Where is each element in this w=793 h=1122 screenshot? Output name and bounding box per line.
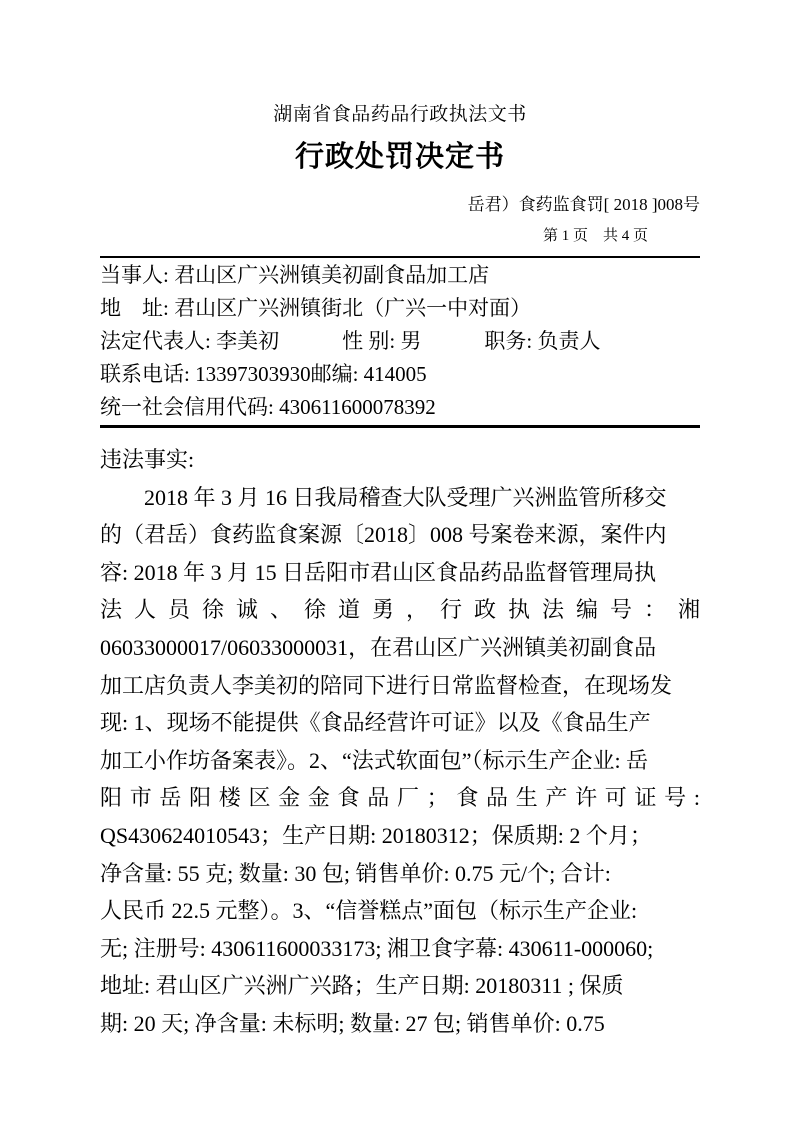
body-line: 容: 2018 年 3 月 15 日岳阳市君山区食品药品监督管理局执 <box>100 559 657 585</box>
body-line: 阳市岳阳楼区金金食品厂；食品生产许可证号: <box>100 785 700 811</box>
party-section-bottom-rule <box>100 425 700 428</box>
party-address-line: 地 址: 君山区广兴洲镇街北（广兴一中对面） <box>100 296 532 320</box>
body-line: 法人员徐诚、徐道勇，行政执法编号：湘 <box>100 597 700 623</box>
body-line: 加工店负责人李美初的陪同下进行日常监督检查，在现场发 <box>100 672 673 698</box>
document-series-header: 湖南省食品药品行政执法文书 <box>273 104 527 125</box>
document-title: 行政处罚决定书 <box>294 141 505 173</box>
party-info-block <box>100 258 700 425</box>
violation-facts-section <box>100 441 700 1043</box>
body-line: 现: 1、现场不能提供《食品经营许可证》以及《食品生产 <box>100 710 651 736</box>
body-line: 加工小作坊备案表》。2、“法式软面包”（标示生产企业: 岳 <box>100 747 649 773</box>
body-line: 净含量: 55 克; 数量: 30 包; 销售单价: 0.75 元/个; 合计: <box>100 860 611 886</box>
party-representative-line: 法定代表人: 李美初 性 别: 男 职务: 负责人 <box>100 329 601 353</box>
body-line: 地址: 君山区广兴洲广兴路；生产日期: 20180311 ; 保质 <box>100 973 624 999</box>
body-line: 期: 20 天; 净含量: 未标明; 数量: 27 包; 销售单价: 0.75 <box>100 1010 605 1036</box>
body-line: 人民币 22.5 元整）。3、“信誉糕点”面包（标示生产企业: <box>100 898 638 924</box>
body-line: 06033000017/06033000031，在君山区广兴洲镇美初副食品 <box>100 634 657 660</box>
body-line: QS430624010543；生产日期: 20180312；保质期: 2 个月； <box>100 822 652 848</box>
section-label-violation-facts: 违法事实: <box>100 447 195 472</box>
body-line: 的（君岳）食药监食案源〔2018〕008 号案卷来源，案件内 <box>100 522 667 548</box>
party-name-line: 当事人: 君山区广兴洲镇美初副食品加工店 <box>100 263 490 287</box>
party-phone-postcode-line: 联系电话: 13397303930邮编: 414005 <box>100 362 427 386</box>
page-indicator: 第 1 页 共 4 页 <box>542 228 648 244</box>
body-line: 无; 注册号: 430611600033173; 湘卫食字幕: 430611-000060; <box>100 935 654 961</box>
party-credit-code-line: 统一社会信用代码: 430611600078392 <box>100 395 436 419</box>
case-number: 岳君）食药监食罚[ 2018 ]008号 <box>467 195 700 214</box>
body-line: 2018 年 3 月 16 日我局稽查大队受理广兴洲监管所移交 <box>144 484 667 510</box>
